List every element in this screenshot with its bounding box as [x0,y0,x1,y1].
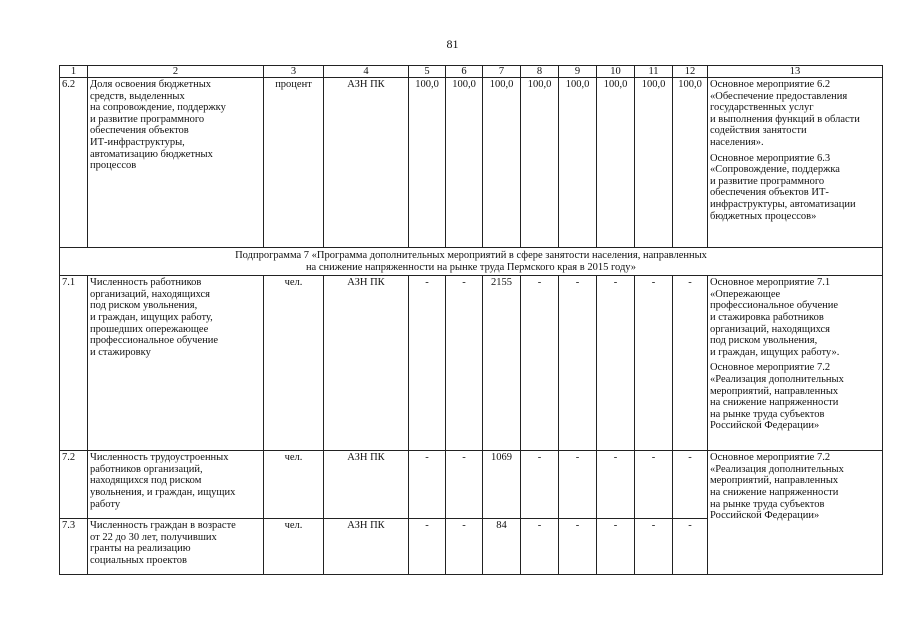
indicators-table [59,65,883,575]
value-cell: 84 [483,519,521,575]
header-cell: 9 [559,66,597,78]
value-cell: 100,0 [446,78,483,248]
text-line: бюджетных процессов» [710,210,817,222]
value-cell: - [559,276,597,451]
header-cell: 13 [708,66,883,78]
page-number: 81 [446,37,459,51]
row-number: 6.2 [60,78,88,248]
header-cell: 6 [446,66,483,78]
agency-cell: АЗН ПК [324,519,409,575]
text-line: государственных услуг [710,102,814,114]
text-line: Основное мероприятие 7.2 [710,362,831,374]
row-number: 7.3 [60,519,88,575]
text-line: инфраструктуры, автоматизации [710,198,856,210]
value-cell: - [635,276,673,451]
value-cell: - [673,276,708,451]
text-line: и выполнения функций в области [710,113,860,125]
subprogram-title [60,248,883,276]
text-line: «Сопровождение, поддержка [710,164,840,176]
value-cell: - [409,519,446,575]
text-line: находящихся под риском [90,475,202,487]
value-cell: - [597,451,635,519]
header-cell: 1 [60,66,88,78]
text-line: обеспечения объектов ИТ- [710,187,829,199]
indicator-cell [88,78,264,248]
value-cell: 100,0 [597,78,635,248]
text-line: увольнения, и граждан, ищущих [90,486,236,498]
notes-cell [708,276,883,451]
text-line: и развитие программного [710,175,825,187]
text-line: на рынке труда субъектов [710,408,825,420]
unit-cell: процент [264,78,324,248]
text-line: и развитие программного [90,113,205,125]
text-line: Численность граждан в возрасте [90,520,236,532]
text-line: профессиональное обучение [90,335,218,347]
text-line: процессов [90,160,137,172]
text-line: Подпрограмма 7 «Программа дополнительных мероприятий в сфере занятости населения, направленных [235,250,707,261]
agency-cell: АЗН ПК [324,276,409,451]
value-cell: - [521,276,559,451]
text-line: под риском увольнения, [90,300,198,312]
text-line: прошедших опережающее [90,323,209,335]
value-cell: - [559,519,597,575]
text-line: Российской Федерации» [710,510,820,522]
table-row-6-2 [60,78,883,248]
indicator-cell [88,276,264,451]
text-line: «Обеспечение предоставления [710,90,848,102]
header-cell: 7 [483,66,521,78]
notes-cell [708,78,883,248]
value-cell: - [446,519,483,575]
value-cell: - [635,519,673,575]
value-cell: - [521,519,559,575]
subprogram-row [60,248,883,276]
value-cell: 100,0 [559,78,597,248]
header-cell: 4 [324,66,409,78]
text-line: под риском увольнения, [710,335,818,347]
text-line: мероприятий, направленных [710,475,839,487]
text-line: на снижение напряженности [710,486,839,498]
text-line: и граждан, ищущих работу, [90,311,213,323]
text-line: обеспечения объектов [90,125,189,137]
text-line: на рынке труда субъектов [710,498,825,510]
header-cell: 3 [264,66,324,78]
text-line: «Реализация дополнительных [710,463,844,475]
indicator-cell [88,519,264,575]
table-row-7-2 [60,451,883,519]
value-cell: 100,0 [483,78,521,248]
text-line: профессиональное обучение [710,300,838,312]
text-line: работников организаций, [90,463,203,475]
unit-cell: чел. [264,276,324,451]
unit-cell: чел. [264,519,324,575]
row-number: 7.2 [60,451,88,519]
text-line: автоматизацию бюджетных [90,148,213,160]
value-cell: - [673,519,708,575]
text-line: и стажировка работников [710,311,824,323]
value-cell: 100,0 [521,78,559,248]
text-line: на снижение напряженности [710,397,839,409]
value-cell: - [521,451,559,519]
text-line: и граждан, ищущих работу». [710,346,840,358]
value-cell: 100,0 [673,78,708,248]
header-cell: 12 [673,66,708,78]
unit-cell: чел. [264,451,324,519]
header-cell: 10 [597,66,635,78]
text-line: Основное мероприятие 7.2 [710,452,831,464]
header-cell: 8 [521,66,559,78]
table-row-7-1 [60,276,883,451]
text-line: социальных проектов [90,554,188,566]
text-line: от 22 до 30 лет, получивших [90,531,217,543]
value-cell: - [597,519,635,575]
value-cell: - [409,451,446,519]
value-cell: - [409,276,446,451]
text-line: Численность трудоустроенных [90,452,229,464]
text-line: населения». [710,136,764,148]
text-line: Доля освоения бюджетных [90,79,212,90]
text-line: «Реализация дополнительных [710,373,844,385]
indicator-cell [88,451,264,519]
text-line: Основное мероприятие 6.3 [710,152,831,164]
text-line: гранты на реализацию [90,543,191,555]
row-number: 7.1 [60,276,88,451]
value-cell: 100,0 [409,78,446,248]
value-cell: 100,0 [635,78,673,248]
text-line: на снижение напряженности на рынке труда Пермского края в 2015 году» [305,261,637,273]
agency-cell: АЗН ПК [324,78,409,248]
value-cell: - [446,276,483,451]
notes-cell [708,451,883,575]
text-line: Основное мероприятие 7.1 [710,277,831,289]
agency-cell: АЗН ПК [324,451,409,519]
text-line: на сопровождение, поддержку [90,102,226,114]
text-line: и стажировку [90,346,151,358]
header-cell: 5 [409,66,446,78]
text-line: средств, выделенных [90,90,185,102]
value-cell: - [559,451,597,519]
text-line: организаций, находящихся [710,323,831,335]
text-line: Российской Федерации» [710,420,820,432]
text-line: работу [90,498,121,510]
text-line: Основное мероприятие 6.2 [710,79,831,90]
header-row [60,66,883,78]
value-cell: 1069 [483,451,521,519]
text-line: ИТ-инфраструктуры, [90,136,185,148]
text-line: «Опережающее [710,288,781,300]
value-cell: - [673,451,708,519]
text-line: Численность работников [90,277,202,289]
value-cell: 2155 [483,276,521,451]
text-line: мероприятий, направленных [710,385,839,397]
text-line: содействия занятости [710,125,807,137]
text-line: организаций, находящихся [90,288,211,300]
value-cell: - [446,451,483,519]
header-cell: 11 [635,66,673,78]
header-cell: 2 [88,66,264,78]
value-cell: - [597,276,635,451]
value-cell: - [635,451,673,519]
